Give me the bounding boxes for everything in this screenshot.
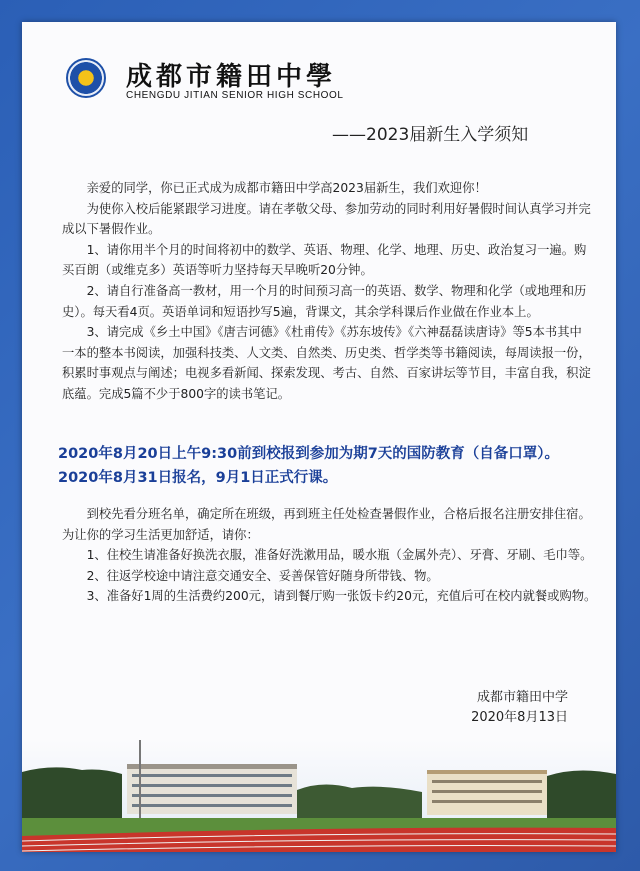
school-name-en: CHENGDU JITIAN SENIOR HIGH SCHOOL bbox=[126, 90, 344, 101]
paragraph-prep-1: 1、住校生请准备好换洗衣服，准备好洗漱用品，暖水瓶（金属外壳）、牙膏、牙刷、毛巾等。 bbox=[86, 548, 593, 563]
school-name-cn: 成都市籍田中學 bbox=[126, 62, 337, 92]
paragraph-item-2: 2、请自行准备高一教材，用一个月的时间预习高一的英语、数学、物理和化学（或地理和历史）。每天看4页。英语单词和短语抄写5遍，背课文，其余学科课后作业做在作业本上。 bbox=[62, 283, 587, 319]
paragraph-item-1: 1、请你用半个月的时间将初中的数学、英语、物理、化学、地理、历史、政治复习一遍。购买百朗（或维克多）英语等听力坚持每天早晚听20分钟。 bbox=[62, 242, 587, 278]
highlight-line-1: 2020年8月20日上午9:30前到校报到参加为期7天的国防教育（自备口罩）。 bbox=[58, 446, 560, 462]
signature-org: 成都市籍田中学 bbox=[476, 690, 568, 705]
paragraph-registration: 到校先看分班名单，确定所在班级，再到班主任处检查暑假作业，合格后报名注册安排住宿。为让你的学习生活更加舒适，请你： bbox=[62, 507, 591, 542]
notice-body bbox=[62, 178, 592, 405]
school-emblem-icon bbox=[66, 58, 106, 98]
campus-photo bbox=[22, 740, 616, 852]
paragraph-prep-3: 3、准备好1周的生活费约200元，请到餐厅购一张饭卡约20元，充值后可在校内就餐或购物。 bbox=[86, 589, 597, 604]
highlight-line-2: 2020年8月31日报名，9月1日正式行课。 bbox=[58, 470, 338, 486]
paragraph-intro: 为使你入校后能紧跟学习进度。请在孝敬父母、参加劳动的同时利用好暑假时间认真学习并完成以下暑假作业。 bbox=[62, 201, 591, 237]
notice-title: ——2023届新生入学须知 bbox=[332, 125, 529, 145]
important-dates bbox=[58, 442, 616, 490]
registration-instructions bbox=[62, 504, 602, 607]
campus-photo-drawing bbox=[22, 740, 616, 852]
school-header bbox=[66, 58, 366, 108]
signature-date: 2020年8月13日 bbox=[471, 710, 568, 725]
notice-paper bbox=[22, 22, 616, 852]
paragraph-item-3: 3、请完成《乡土中国》《唐吉诃德》《杜甫传》《苏东坡传》《六神磊磊读唐诗》等5本书其中一本的整本书阅读，加强科技类、人文类、自然类、历史类、哲学类等书籍阅读，每周读报一份，积累时事观点与阐述；电视多看新闻、探索发现、考古、自然、百家讲坛等节目，丰富自我，积淀底蕴。完成5篇不少于800字的读书笔记。 bbox=[62, 325, 591, 401]
paragraph-prep-2: 2、往返学校途中请注意交通安全、妥善保管好随身所带钱、物。 bbox=[86, 568, 439, 583]
signature-block bbox=[471, 688, 568, 728]
paragraph-greeting: 亲爱的同学，你已正式成为成都市籍田中学高2023届新生，我们欢迎你！ bbox=[86, 181, 487, 195]
